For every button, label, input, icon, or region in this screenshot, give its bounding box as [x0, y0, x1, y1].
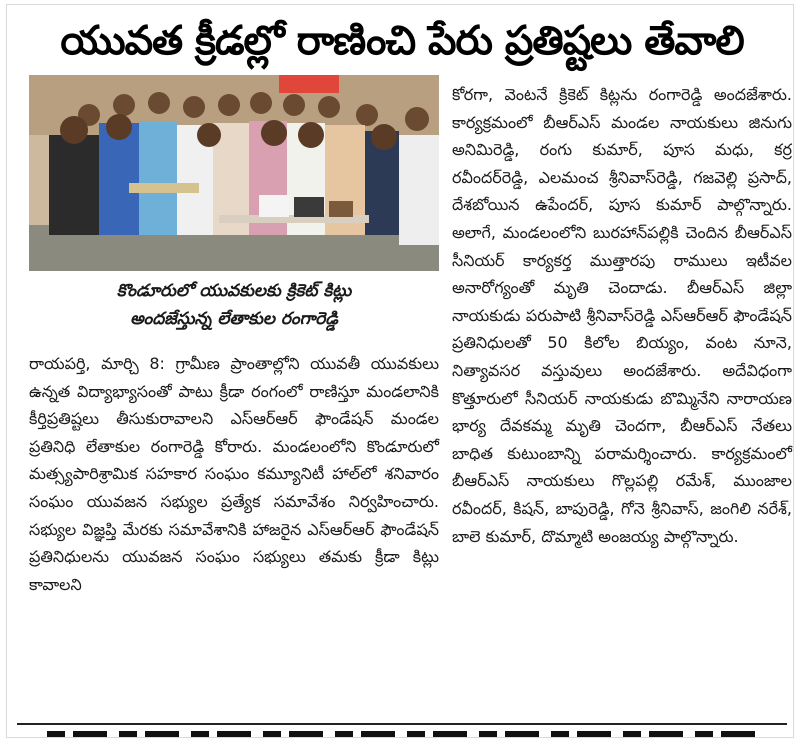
newspaper-clipping	[6, 4, 794, 738]
news-photo	[29, 75, 439, 271]
caption-line-2: అందజేస్తున్న లేతాకుల రంగారెడ్డి	[130, 309, 338, 329]
divider-rule	[17, 723, 787, 725]
next-headline-cropped	[47, 727, 767, 738]
caption-line-1: కొండూరులో యువకులకు క్రికెట్ కిట్లు	[116, 281, 352, 301]
article-body-right-column: కోరగా, వెంటనే క్రికెట్ కిట్లను రంగారెడ్డి అందజేశారు. కార్యక్రమంలో బీఆర్ఎస్ మండల నాయకులు జినుగు అనిమిరెడ్డి, రంగు కుమార్, పూస మధు, కర్ర రవీందర్‌రెడ్డి, ఎలమంచ శ్రీనివాస్‌రెడ్డి, గజవెల్లి ప్రసాద్, దేశబోయిన ఉపేందర్, పూస కుమార్ పాల్గొన్నారు. అలాగే, మండలంలోని బురహాన్‌పల్లికి చెందిన బీఆర్ఎస్ సీనియర్ కార్యకర్త ముత్తారపు రాములు ఇటీవల అనారోగ్యంతో మృతి చెందాడు. బీఆర్ఎస్ జిల్లా నాయకుడు పరుపాటి శ్రీనివాస్‌రెడ్డి ఎస్ఆర్ఆర్ ఫౌండేషన్ ప్రతినిధులతో 50 కిలోల బియ్యం, వంట నూనె, నిత్యావసర వస్తువులు అందజేశారు. అదేవిధంగా కొత్తూరులో సీనియర్ నాయకుడు బొమ్మినేని నారాయణ భార్య దేవకమ్మ మృతి చెందగా, బీఆర్ఎస్ నేతలు బాధిత కుటుంబాన్ని పరామర్శించారు. కార్యక్రమంలో బీఆర్ఎస్ నాయకులు గొల్లపల్లి రమేశ్, ముంజాల రవీందర్, కిషన్, బాపురెడ్డి, గోనె శ్రీనివాస్, జంగిలి నరేశ్, బాలె కుమార్, దొమ్మాటి అంజయ్య పాల్గొన్నారు.	[452, 85, 792, 546]
group-photo-illustration	[29, 75, 439, 271]
article-body-left-column: రాయపర్తి, మార్చి 8: గ్రామీణ ప్రాంతాల్లోని యువతీ యువకులు ఉన్నత విద్యాభ్యాసంతో పాటు క్రీడా రంగంలో రాణిస్తూ మండలానికి కీర్తిప్రతిష్టలు తీసుకురావాలని ఎస్ఆర్ఆర్ ఫౌండేషన్ మండల ప్రతినిధి లేతాకుల రంగారెడ్డి కోరారు. మండలంలోని కొండూరులో మత్స్యపారిశ్రామిక సహకార సంఘం కమ్యూనిటీ హాల్‌లో శనివారం సంఘం యువజన సభ్యుల ప్రత్యేక సమావేశం నిర్వహించారు. సభ్యుల విజ్ఞప్తి మేరకు సమావేశానికి హాజరైన ఎస్ఆర్ఆర్ ఫౌండేషన్ ప్రతినిధులను యువజన సంఘం సభ్యులు తమకు క్రీడా కిట్లు కావాలని	[29, 354, 439, 594]
photo-caption	[29, 277, 439, 343]
headline: యువత క్రీడల్లో రాణించి పేరు ప్రతిష్టలు తేవాలి	[60, 18, 744, 64]
